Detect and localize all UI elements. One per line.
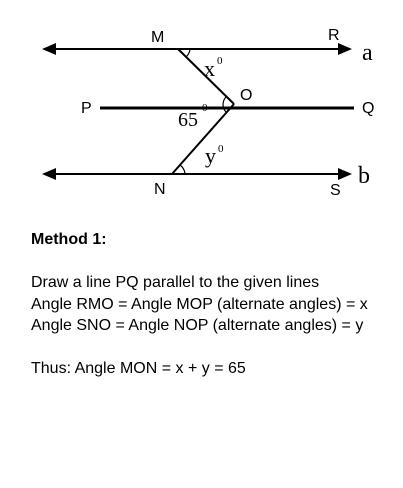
angle-x-exponent: 0 — [217, 55, 223, 67]
parallel-lines-diagram — [0, 0, 403, 210]
method-spacer — [31, 337, 396, 359]
label-m: M — [151, 29, 165, 46]
angle-y-label: y — [205, 143, 216, 168]
line-b — [42, 168, 352, 180]
label-q: Q — [362, 100, 375, 117]
angle-x-label: x — [204, 56, 215, 81]
method-line-3: Angle SNO = Angle NOP (alternate angles) = y — [31, 317, 364, 334]
angle-arc-at-m — [186, 49, 190, 57]
line-a — [42, 43, 352, 55]
label-line-a: a — [362, 40, 373, 66]
label-s: S — [330, 182, 341, 199]
method-conclusion: Thus: Angle MON = x + y = 65 — [31, 360, 246, 377]
angle-mon-exponent: 0 — [202, 102, 208, 114]
method-explanation — [31, 229, 396, 380]
method-line-2: Angle RMO = Angle MOP (alternate angles) = x — [31, 295, 368, 313]
label-n: N — [154, 181, 166, 198]
method-heading: Method 1: — [31, 231, 107, 248]
angle-arc-at-o — [223, 97, 226, 112]
label-r: R — [328, 27, 340, 44]
label-p: P — [81, 100, 92, 117]
angle-mon-value: 65 — [178, 109, 198, 131]
angle-arc-at-n — [180, 165, 185, 174]
label-o: O — [240, 87, 253, 104]
label-line-b: b — [358, 163, 370, 189]
method-line-1: Draw a line PQ parallel to the given lines — [31, 274, 320, 291]
angle-y-exponent: 0 — [218, 143, 224, 155]
